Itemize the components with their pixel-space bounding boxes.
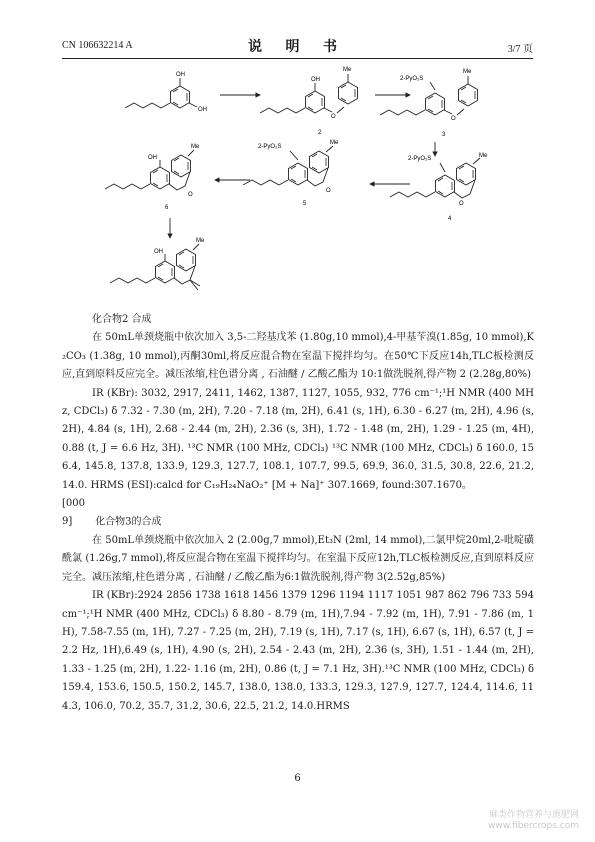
document-title: 说 明 书 (248, 40, 347, 55)
description-body (62, 311, 534, 716)
page-indicator: 3/7 页 (507, 44, 533, 55)
tf-label: 2-PyO₂S (400, 76, 424, 82)
oh-label: OH (148, 155, 157, 161)
me-label: Me (343, 67, 352, 73)
paragraph-tag: [0009] (62, 498, 85, 528)
reaction-scheme (90, 60, 530, 310)
o-label: O (326, 188, 331, 194)
watermark-line-1: 麻类作物营养与施肥网 (488, 810, 579, 820)
o-label: O (188, 192, 193, 198)
me-label: Me (479, 153, 488, 159)
o-label: O (451, 116, 456, 122)
page-header (62, 36, 533, 54)
compound-5-structure (243, 140, 339, 207)
tf-label: 2-PyO₂S (258, 144, 282, 150)
me-label: Me (463, 69, 472, 75)
compound-3-heading: 化合物3的合成 (95, 516, 162, 528)
me-label: Me (330, 140, 339, 146)
compound-4-structure (390, 153, 488, 222)
characterization-paragraph-2: IR (KBr):2924 2856 1738 1618 1456 1379 1296 1194 1117 1051 987 862 796 733 594cm⁻¹;¹H NMR (400 MHz, CDCl₃) δ 8.80 - 8.79 (m, 1H),7.94 - 7.92 (m, 1H), 7.91 - 7.86 (m, 1H), 7.58-7.55 (m, 1H), 7.27 - 7.25 (m, 2H), 7.19 (s, 1H), 7.17 (s, 1H), 6.67 (s, 1H), 6.57 (t, J = 2.2 Hz, 1H),6.49 (s, 1H), 4.90 (s, 2H), 2.54 - 2.43 (m, 2H), 2.36 (s, 3H), 1.51 - 1.44 (m, 2H), 1.33 - 1.25 (m, 2H), 1.22- 1.16 (m, 2H), 0.86 (t, J = 7.1 Hz, 3H).¹³C NMR (100 MHz, CDCl₃) δ 159.4, 153.6, 150.5, 150.2, 145.7, 138.0, 138.0, 133.3, 129.3, 127.9, 127.7, 124.4, 114.6, 114.3, 106.0, 70.2, 35.7, 31.2, 30.6, 22.5, 21.2, 14.0.HRMS (62, 590, 534, 712)
oh-label: OH (311, 77, 320, 83)
patent-number: CN 106632214 A (62, 40, 133, 51)
compound-2-heading: 化合物2 合成 (92, 314, 152, 325)
o-label: O (459, 201, 464, 207)
compound-3-label: 3 (442, 132, 446, 138)
watermark-line-2: www.fibercrops.com (488, 821, 579, 831)
characterization-paragraph-1: IR (KBr): 3032, 2917, 2411, 1462, 1387, 1127, 1055, 932, 776 cm⁻¹;¹H NMR (400 MHz, CDCl₃) δ 7.32 - 7.30 (m, 2H), 7.20 - 7.18 (m, 2H), 6.41 (s, 1H), 6.30 - 6.27 (m, 2H), 4.96 (s, 2H), 4.84 (s, 1H), 2.68 - 2.44 (m, 2H), 2.36 (s, 3H), 1.72 - 1.48 (m, 2H), 1.29 - 1.25 (m, 4H), 0.88 (t, J = 6.6 Hz, 3H). ¹³C NMR (100 MHz, CDCl₃) ¹³C NMR (100 MHz, CDCl₃) δ 160.0, 156.4, 145.8, 137.8, 133.9, 129.3, 127.7, 108.1, 107.7, 99.5, 69.9, 36.0, 31.5, 30.8, 22.6, 21.2, 14.0. HRMS (ESI):calcd for C₁₉H₂₄NaO₂⁺ [M + Na]⁺ 307.1669, found:307.1670。 (62, 387, 534, 491)
compound-6-structure (105, 144, 200, 211)
synthesis-paragraph-2: 在 50mL单颈烧瓶中依次加入 2 (2.00g,7 mmol),Et₃N (2ml, 14 mmol),二氯甲烷20ml,2-吡啶磺酰氯 (1.26g,7 mmol),将反应混合物在室温下搅拌均匀。在室温下反应12h,TLC板检测反应,直到原料反应完全。减压浓缩,柱色谱分离 , 石油醚 / 乙酸乙酯为6:1做洗脱剂,得产物 3(2.52g,85%) (62, 534, 534, 583)
compound-2-structure (260, 67, 358, 136)
page-number: 6 (294, 773, 301, 784)
me-label: Me (191, 144, 200, 150)
o-label: O (331, 114, 336, 120)
compound-2-label: 2 (318, 130, 322, 136)
oh-label: OH (198, 107, 207, 113)
compound-5-label: 5 (303, 201, 307, 207)
watermark (488, 810, 579, 832)
section-heading (62, 495, 534, 532)
compound-3-structure (380, 69, 478, 138)
compound-4-label: 4 (448, 216, 452, 222)
oh-label: OH (154, 249, 163, 255)
header-rule (62, 58, 533, 59)
tf-label: 2-PyO₂S (408, 156, 432, 162)
final-product-structure (110, 238, 205, 290)
compound-6-label: 6 (165, 205, 169, 211)
synthesis-paragraph-1: 在 50mL单颈烧瓶中依次加入 3,5-二羟基戊苯 (1.80g,10 mmol),4-甲基苄溴(1.85g, 10 mmol),K₂CO₃ (1.38g, 10 mmol),丙酮30ml,将反应混合物在室温下搅拌均匀。在50℃下反应14h,TLC板检测反应,直到原料反应完全。减压浓缩,柱色谱分离 , 石油醚 / 乙酸乙酯为 10:1做洗脱剂,得产物 2 (2.28g,80%) (62, 332, 534, 381)
oh-label: OH (176, 72, 185, 78)
reaction-scheme-drawing (90, 60, 530, 310)
me-label: Me (196, 238, 205, 244)
starting-material (125, 72, 207, 113)
